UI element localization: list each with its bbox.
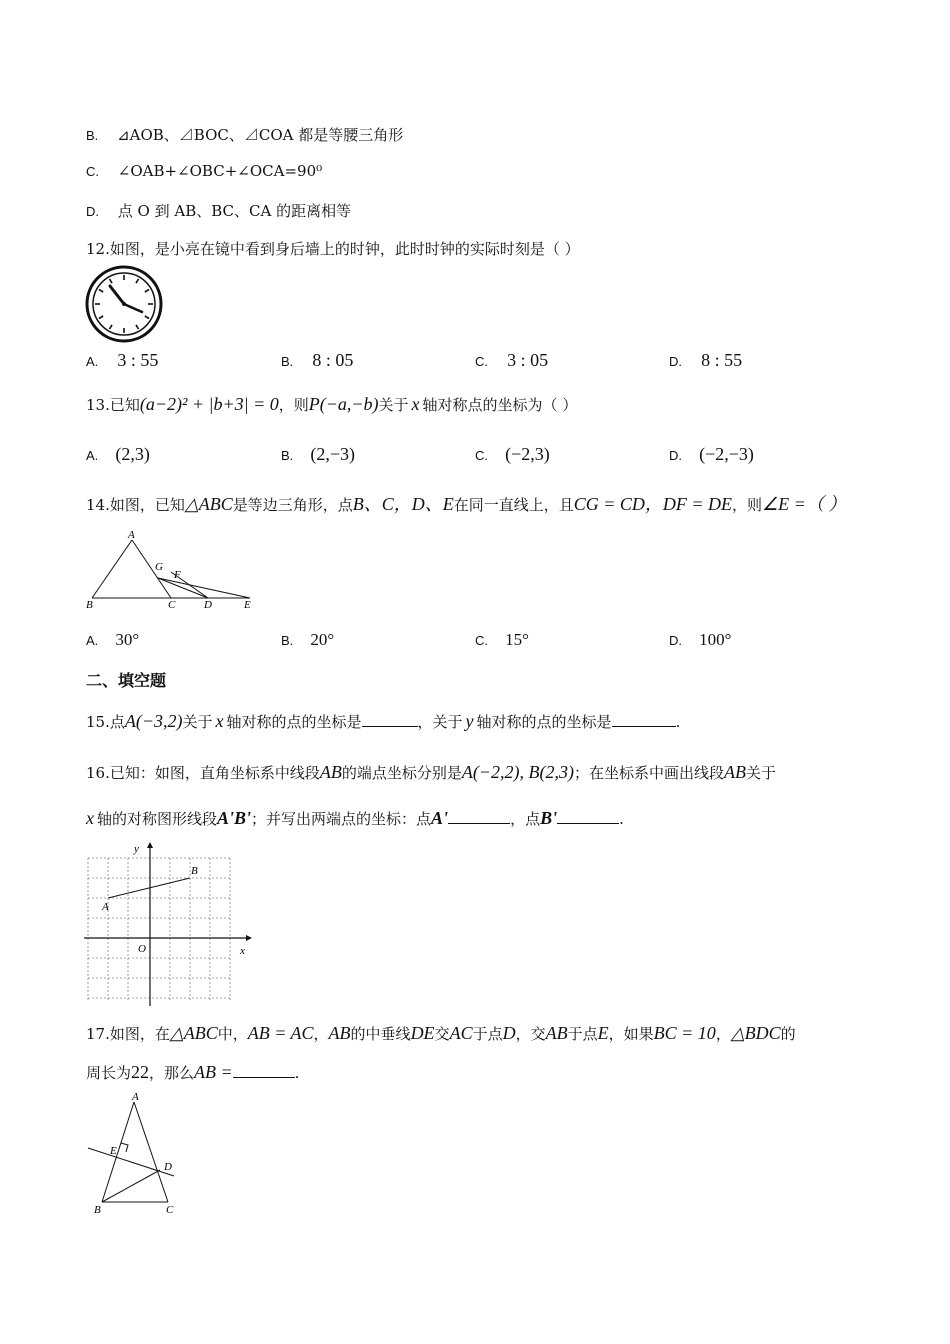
q13-stem [86,394,577,415]
answer-blank[interactable] [233,1063,295,1078]
option-label: C. [86,164,99,179]
q16-stem-line2 [86,808,624,829]
stem-text: ，那么 [149,1064,195,1082]
stem-text: 是等边三角形，点 [232,496,353,514]
label-b: B [94,1204,101,1216]
point-a-prime: A' [431,808,449,828]
answer-blank-a-prime[interactable] [448,809,510,824]
q16-coordinate-grid [84,840,254,1010]
q17-stem-line2 [86,1062,299,1083]
clock-hour-hand [110,286,124,304]
label-f: F [174,569,181,581]
math-expr: AB [545,1023,568,1043]
q12-option-c[interactable] [475,350,548,371]
option-label: B. [281,633,294,648]
endpoint-coords: A(−2,2), B(2,3) [461,762,574,782]
angle-e-question: ∠E =（ ） [762,494,847,514]
stem-text: 周长为 [86,1064,132,1082]
option-value: 15° [505,630,529,649]
q12-option-b[interactable] [281,350,353,371]
stem-text: 14.如图，已知 [86,496,185,514]
origin-label: O [138,943,146,955]
point-label-a: A [102,901,109,913]
stem-text: . [675,713,681,731]
q11-option-c [86,162,322,180]
option-value: 20° [310,630,335,649]
option-label: A. [86,633,99,648]
option-text: 点 O 到 AB、BC、CA 的距离相等 [117,202,352,220]
q17-stem-line1 [86,1023,796,1044]
y-axis-arrow [147,842,153,848]
stem-text: ，关于 [417,713,463,731]
label-c: C [166,1204,174,1216]
x-axis-arrow [246,935,252,941]
option-value: 3 : 05 [507,350,549,370]
q14-option-d[interactable] [669,630,731,650]
option-label: D. [669,633,682,648]
stem-text: . [619,810,624,828]
stem-text: ， [313,1025,329,1043]
axis-label-y: y [134,843,139,855]
axis-x: x [411,394,420,414]
clock-center [122,302,126,306]
axis-y: y [465,711,474,731]
stem-text: 轴的对称图形线段 [97,810,218,828]
q14-option-c[interactable] [475,630,529,650]
q12-option-d[interactable] [669,350,742,371]
segment-ab: AB [724,762,747,782]
section-title-fill-in: 二、填空题 [86,671,167,690]
stem-text: ；并写出两端点的坐标：点 [251,810,432,828]
label-a: A [132,1091,139,1103]
option-label: C. [475,448,488,463]
stem-text: 的端点坐标分别是 [341,764,462,782]
option-value: (−2,−3) [699,444,754,464]
q14-triangle-figure [84,528,259,614]
option-label: C. [475,354,488,369]
stem-text: ；在坐标系中画出线段 [574,764,725,782]
condition: CG = CD，DF = DE [573,494,733,514]
q15-stem [86,711,680,732]
axis-x: x [215,711,224,731]
triangle-abc: △ABC [169,1023,218,1043]
axis-x: x [86,808,94,828]
perimeter-value: 22 [131,1062,150,1082]
math-expr: DE [410,1023,435,1043]
label-d: D [164,1161,172,1173]
option-text: ∠OAB+∠OBC+∠OCA=90⁰ [117,162,323,180]
option-label: B. [281,448,294,463]
label-b: B [86,599,93,611]
segment-ab-line [108,878,190,898]
option-label: A. [86,354,99,369]
stem-text: ，则 [732,496,763,514]
option-value: (−2,3) [505,444,550,464]
q13-option-d[interactable] [669,444,754,465]
option-label: A. [86,448,99,463]
math-expr: AB [328,1023,351,1043]
option-label: B. [86,128,99,143]
stem-text: 关于 [378,396,409,414]
math-expr: E [597,1023,609,1043]
option-label: C. [475,633,488,648]
stem-text: 的中垂线 [350,1025,411,1043]
clock-minute-hand [124,304,142,312]
question-number: 13.已知 [86,396,140,414]
option-label: B. [281,354,294,369]
points-bcde: B、C，D、E [352,494,454,514]
stem-text: ，如果 [608,1025,654,1043]
q13-options [86,444,886,468]
math-expr: AB = AC [247,1023,314,1043]
stem-text: ，点 [510,810,541,828]
option-value: 8 : 55 [701,350,743,370]
option-value: (2,3) [115,444,150,464]
q16-stem-line1 [86,762,776,783]
option-value: 100° [699,630,732,649]
q14-option-a[interactable] [86,630,139,650]
stem-text: ，交 [515,1025,546,1043]
option-value: (2,−3) [310,444,356,464]
stem-text: 轴对称的点的坐标是 [476,713,612,731]
stem-text: 交 [434,1025,450,1043]
stem-text: 轴对称的点的坐标是 [226,713,362,731]
math-expr: AB = [194,1062,233,1082]
q12-stem: 12.如图，是小亮在镜中看到身后墙上的时钟，此时时钟的实际时刻是（ ） [86,240,580,258]
point-label-b: B [191,865,198,877]
stem-text: ， [715,1025,731,1043]
answer-blank-b-prime[interactable] [557,809,619,824]
stem-text: 16.已知：如图，直角坐标系中线段 [86,764,320,782]
point-b-prime: B' [540,808,558,828]
q13-option-b[interactable] [281,444,355,465]
option-value: 8 : 05 [312,350,354,370]
stem-text: 15.点 [86,713,125,731]
q13-option-c[interactable] [475,444,550,465]
mirror-clock-figure [84,264,164,344]
label-e: E [244,599,251,611]
label-e: E [110,1145,117,1157]
point-a: A(−3,2) [124,711,183,731]
option-value: 30° [115,630,140,649]
q13-option-a[interactable] [86,444,150,465]
math-expr: D [502,1023,516,1043]
segment-a-prime-b-prime: A'B' [217,808,252,828]
axis-label-x: x [240,945,245,957]
equation: (a−2)² + |b+3| = 0 [139,394,279,414]
stem-text: 17.如图，在 [86,1025,170,1043]
q17-triangle-figure [84,1090,184,1216]
option-text: ⊿AOB、⊿BOC、⊿COA 都是等腰三角形 [117,126,404,144]
answer-blank-2[interactable] [612,712,676,727]
segment-ab: AB [319,762,342,782]
stem-text: 关于 [182,713,213,731]
option-value: 3 : 55 [117,350,159,370]
q14-stem [86,490,846,516]
math-expr: △BDC [730,1023,781,1043]
answer-blank-1[interactable] [362,712,418,727]
stem-text: 轴对称点的坐标为（ ） [422,396,578,414]
stem-text: ，则 [278,396,309,414]
label-c: C [168,599,176,611]
q11-option-b [86,124,403,145]
point-p: P(−a,−b) [308,394,379,414]
q14-options [86,630,886,654]
stem-text: 关于 [746,764,777,782]
q11-option-d [86,200,351,221]
grid-lines [88,858,232,1002]
option-label: D. [669,354,682,369]
label-g: G [155,561,163,573]
triangle-abc: △ABC [184,494,233,514]
stem-text: 中， [217,1025,248,1043]
q12-option-a[interactable] [86,350,158,371]
stem-text: 于点 [567,1025,598,1043]
q14-option-b[interactable] [281,630,334,650]
label-a: A [128,529,135,541]
stem-text: 的 [780,1025,796,1043]
stem-text: 于点 [472,1025,503,1043]
math-expr: BC = 10 [653,1023,716,1043]
option-label: D. [669,448,682,463]
stem-text: . [294,1064,300,1082]
stem-text: 在同一直线上，且 [453,496,574,514]
q12-options [86,350,886,374]
math-expr: AC [449,1023,473,1043]
option-label: D. [86,204,99,219]
label-d: D [204,599,212,611]
